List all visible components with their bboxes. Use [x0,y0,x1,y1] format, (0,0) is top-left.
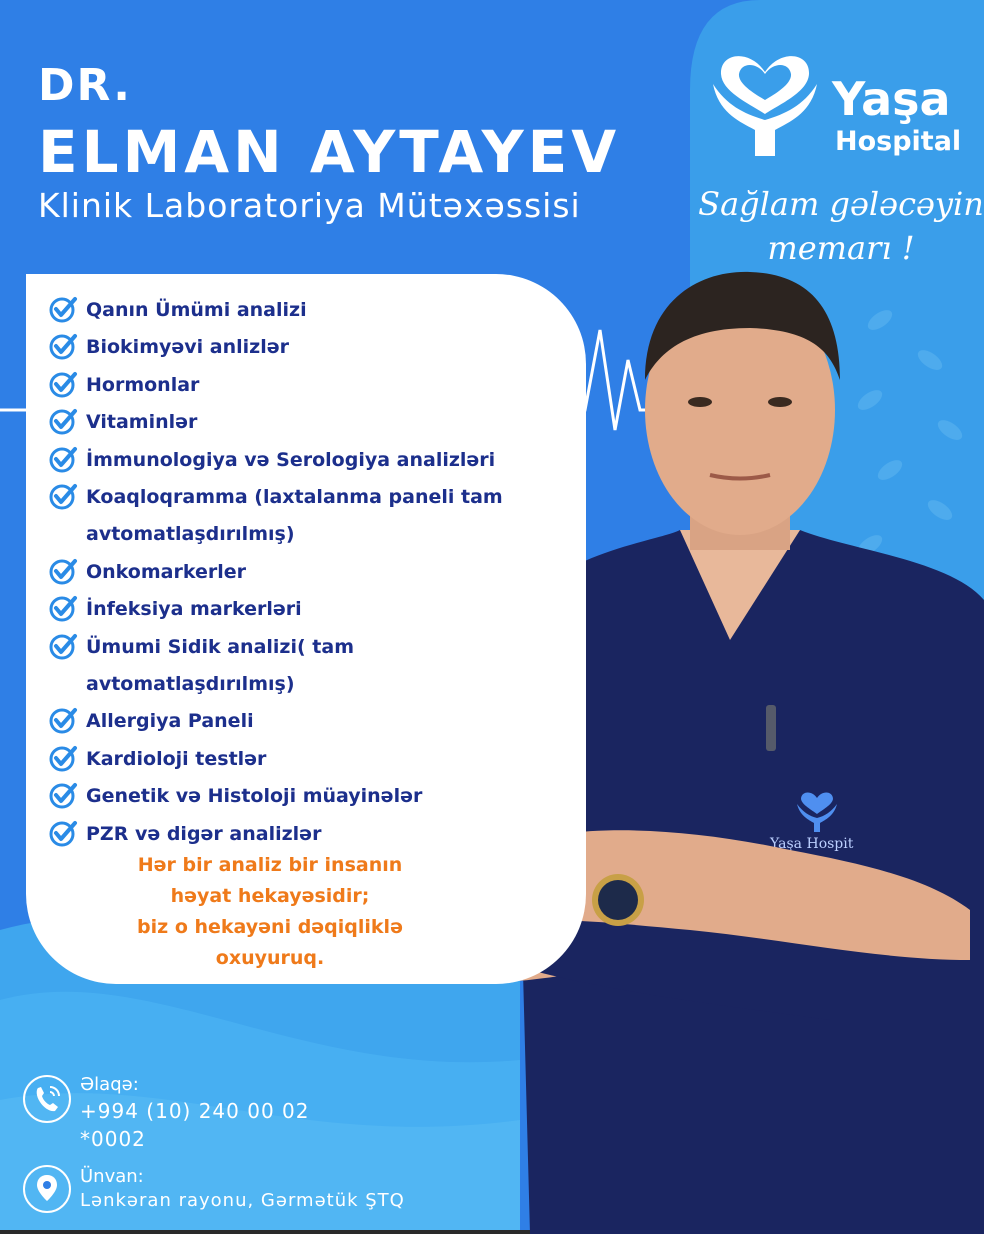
check-circle-icon [48,631,78,661]
hospital-logo [705,44,975,169]
service-label: Qanın Ümümi analizi [86,299,307,321]
doctor-prefix: DR. [38,60,132,111]
check-circle-icon [48,481,78,511]
list-item [48,479,548,554]
list-item [48,404,548,441]
quote-line-2: həyat hekayəsidir; [170,885,370,907]
quote-line-3: biz o hekayəni dəqiqliklə [137,916,403,938]
service-label: Genetik və Histoloji müayinələr [86,785,423,808]
check-circle-icon [48,556,78,586]
list-item [48,591,548,628]
services-list [48,292,548,853]
check-circle-icon [48,705,78,735]
service-label: Hormonlar [86,373,200,396]
list-item [48,554,548,591]
phone-number[interactable]: +994 (10) 240 00 02 [80,1099,310,1123]
check-circle-icon [48,406,78,436]
phone-label: Əlaqə: [80,1074,139,1095]
location-pin-icon [22,1164,72,1214]
service-label: Vitaminlər [86,411,198,434]
heart-hands-logo-icon [705,44,825,159]
check-circle-icon [48,294,78,324]
list-item [48,329,548,366]
address-text: Lənkəran rayonu, Gərmətük ŞTQ [80,1190,405,1211]
check-circle-icon [48,331,78,361]
doctor-specialty: Klinik Laboratoriya Mütəxəssisi [38,186,581,225]
logo-subtitle: Hospital [835,126,962,157]
service-label: Onkomarkerler [86,560,246,583]
service-label: PZR və digər analizlər [86,822,322,845]
phone-icon [22,1074,72,1124]
list-item [48,741,548,778]
address-label: Ünvan: [80,1166,144,1187]
check-circle-icon [48,743,78,773]
check-circle-icon [48,444,78,474]
pocket-badge-text: Yaşa Hospit [770,836,854,852]
quote [120,850,420,974]
service-label: İmmunologiya və Serologiya analizləri [86,448,496,471]
check-circle-icon [48,369,78,399]
list-item [48,816,548,853]
slogan [696,182,984,270]
service-label: Kardioloji testlər [86,747,267,770]
check-circle-icon [48,593,78,623]
slogan-line-1: Sağlam gələcəyin [698,185,984,223]
list-item [48,442,548,479]
slogan-line-2: memarı ! [767,229,915,267]
list-item [48,703,548,740]
check-circle-icon [48,780,78,810]
service-label: Allergiya Paneli [86,710,254,733]
service-label: Biokimyəvi anlizlər [86,336,289,359]
list-item [48,778,548,815]
quote-line-1: Hər bir analiz bir insanın [137,854,403,876]
short-number[interactable]: *0002 [80,1127,146,1151]
doctor-name: ELMAN AYTAYEV [38,118,621,186]
service-label: Ümumi Sidik analizi( tam avtomatlaşdırılmış) [86,635,355,696]
list-item [48,367,548,404]
quote-line-4: oxuyuruq. [215,947,325,969]
check-circle-icon [48,818,78,848]
logo-brand: Yaşa [832,72,951,126]
service-label: Koaqloqramma (laxtalanma paneli tam avtomatlaşdırılmış) [86,486,503,546]
list-item [48,292,548,329]
list-item [48,629,548,704]
service-label: İnfeksiya markerləri [86,598,302,621]
